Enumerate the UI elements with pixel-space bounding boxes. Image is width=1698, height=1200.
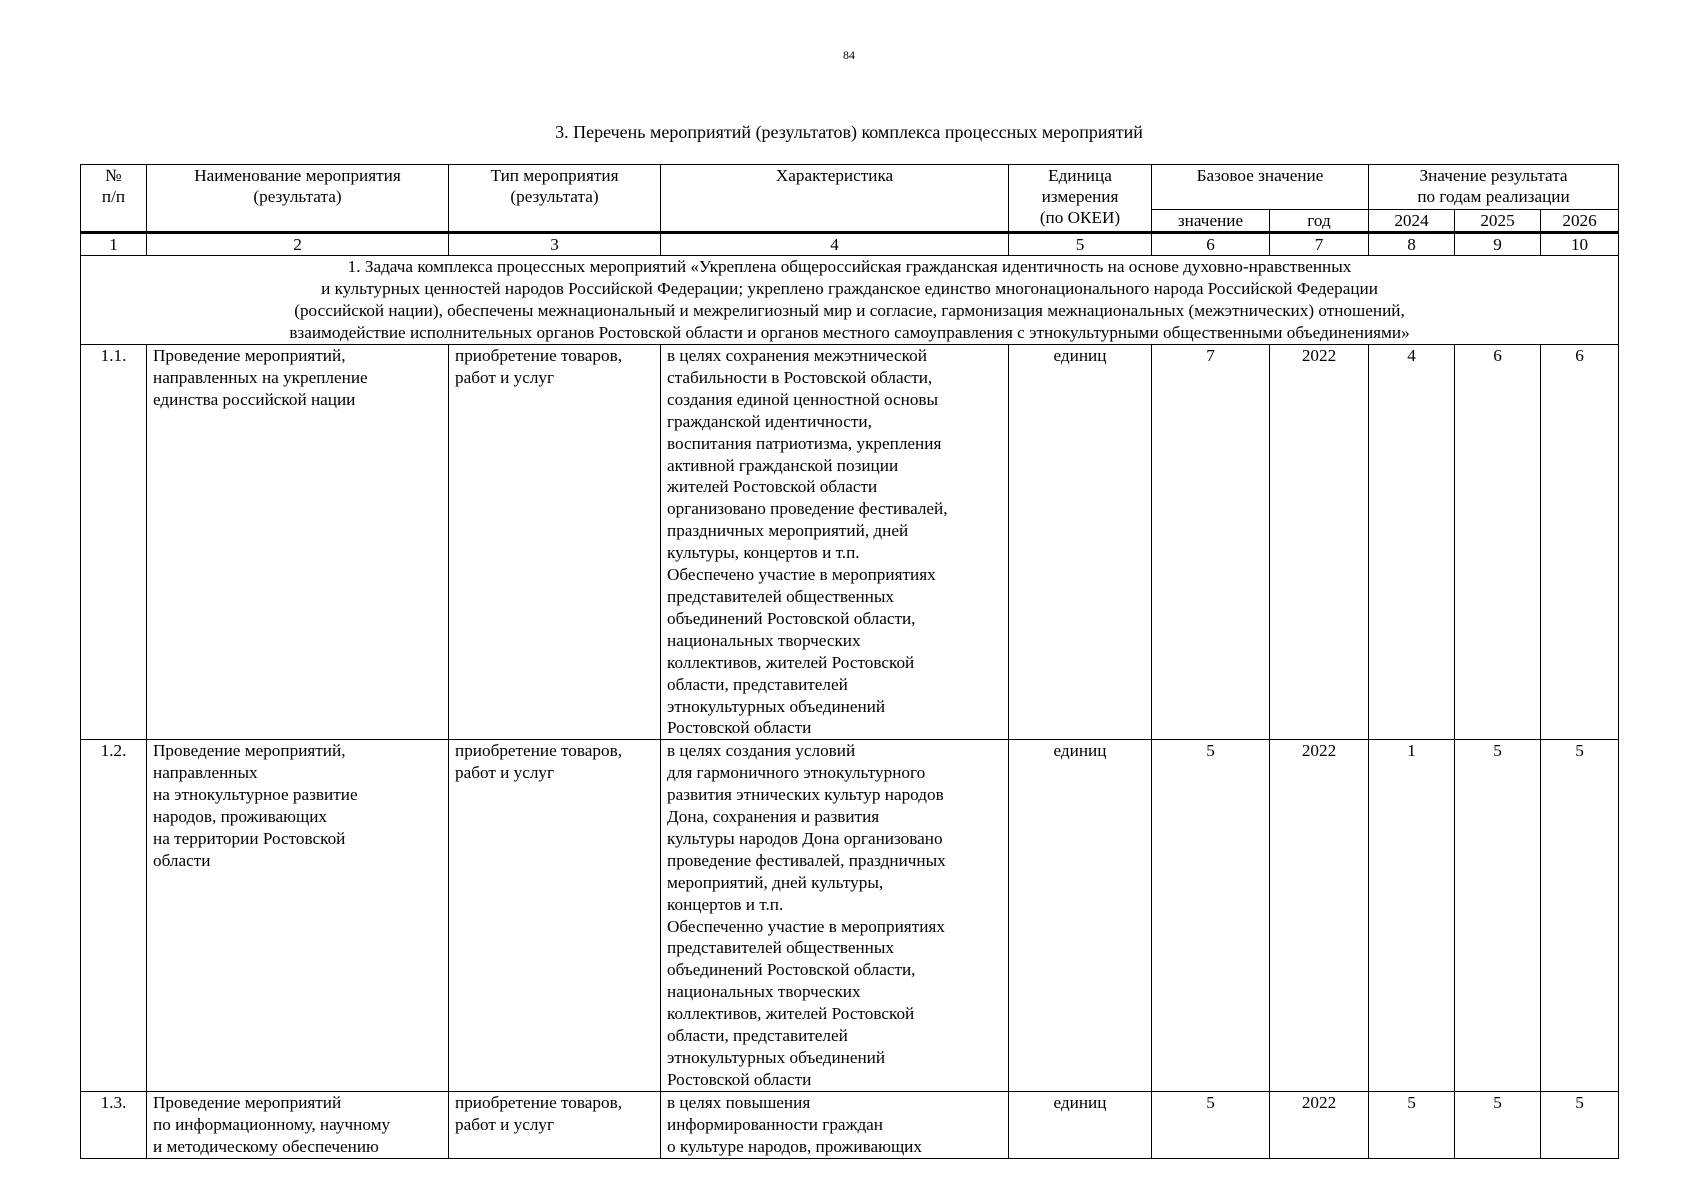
- row-value-2025: 5: [1455, 1091, 1541, 1158]
- row-value-2026: 6: [1541, 345, 1619, 740]
- header-name: Наименование мероприятия (результата): [147, 165, 449, 233]
- header-num: № п/п: [81, 165, 147, 233]
- row-characteristic: в целях повышения информированности граждан о культуре народов, проживающих: [661, 1091, 1009, 1158]
- header-year-2025: 2025: [1455, 210, 1541, 233]
- header-base-value-value: значение: [1152, 210, 1270, 233]
- row-unit: единиц: [1009, 740, 1152, 1092]
- row-number: 1.2.: [81, 740, 147, 1092]
- header-base-value-year: год: [1270, 210, 1369, 233]
- row-base-year: 2022: [1270, 1091, 1369, 1158]
- row-value-2025: 6: [1455, 345, 1541, 740]
- table-row: [81, 345, 1619, 740]
- header-base-value: Базовое значение: [1152, 165, 1369, 210]
- header-result-value: Значение результата по годам реализации: [1369, 165, 1619, 210]
- row-value-2025: 5: [1455, 740, 1541, 1092]
- row-type: приобретение товаров, работ и услуг: [449, 345, 661, 740]
- task-description: 1. Задача комплекса процессных мероприятий «Укреплена общероссийская гражданская идентичность на основе духовно-нравственных и культурных ценностей народов Российской Федерации; укреплено гражданское единство многонационального народа Российской Федерации (российской нации), обеспечены межнациональный и межрелигиозный мир и согласие, гармонизация межнациональных (межэтнических) отношений, взаимодействие исполнительных органов Ростовской области и органов местного самоуправления с этнокультурными общественными объединениями»: [81, 256, 1619, 345]
- row-value-2024: 1: [1369, 740, 1455, 1092]
- row-value-2024: 5: [1369, 1091, 1455, 1158]
- column-number: 3: [449, 233, 661, 256]
- row-name: Проведение мероприятий, направленных на этнокультурное развитие народов, проживающих на территории Ростовской области: [147, 740, 449, 1092]
- header-row-1: [81, 165, 1619, 210]
- row-name: Проведение мероприятий, направленных на укрепление единства российской нации: [147, 345, 449, 740]
- row-characteristic: в целях создания условий для гармоничного этнокультурного развития этнических культур народов Дона, сохранения и развития культуры народов Дона организовано проведение фестивалей, праздничных мероприятий, дней культуры, концертов и т.п. Обеспеченно участие в мероприятиях представителей общественных объединений Ростовской области, национальных творческих коллективов, жителей Ростовской области, представителей этнокультурных объединений Ростовской области: [661, 740, 1009, 1092]
- column-number: 6: [1152, 233, 1270, 256]
- row-value-2024: 4: [1369, 345, 1455, 740]
- row-characteristic: в целях сохранения межэтнической стабильности в Ростовской области, создания единой ценностной основы гражданской идентичности, воспитания патриотизма, укрепления активной гражданской позиции жителей Ростовской области организовано проведение фестивалей, праздничных мероприятий, дней культуры, концертов и т.п. Обеспечено участие в мероприятиях представителей общественных объединений Ростовской области, национальных творческих коллективов, жителей Ростовской области, представителей этнокультурных объединений Ростовской области: [661, 345, 1009, 740]
- row-name: Проведение мероприятий по информационному, научному и методическому обеспечению: [147, 1091, 449, 1158]
- row-base-value: 7: [1152, 345, 1270, 740]
- row-number: 1.3.: [81, 1091, 147, 1158]
- row-type: приобретение товаров, работ и услуг: [449, 740, 661, 1092]
- task-row: [81, 256, 1619, 345]
- column-number: 7: [1270, 233, 1369, 256]
- header-year-2024: 2024: [1369, 210, 1455, 233]
- column-number: 10: [1541, 233, 1619, 256]
- header-type: Тип мероприятия (результата): [449, 165, 661, 233]
- row-value-2026: 5: [1541, 740, 1619, 1092]
- row-base-value: 5: [1152, 1091, 1270, 1158]
- row-unit: единиц: [1009, 345, 1152, 740]
- column-number: 4: [661, 233, 1009, 256]
- measures-table: [80, 164, 1619, 1159]
- column-number: 9: [1455, 233, 1541, 256]
- row-base-year: 2022: [1270, 345, 1369, 740]
- row-value-2026: 5: [1541, 1091, 1619, 1158]
- table-row: [81, 740, 1619, 1092]
- column-number: 1: [81, 233, 147, 256]
- column-number: 5: [1009, 233, 1152, 256]
- column-number: 8: [1369, 233, 1455, 256]
- row-number: 1.1.: [81, 345, 147, 740]
- table-row: [81, 1091, 1619, 1158]
- row-type: приобретение товаров, работ и услуг: [449, 1091, 661, 1158]
- row-base-value: 5: [1152, 740, 1270, 1092]
- column-numbers-row: [81, 233, 1619, 256]
- column-number: 2: [147, 233, 449, 256]
- row-unit: единиц: [1009, 1091, 1152, 1158]
- section-title: 3. Перечень мероприятий (результатов) комплекса процессных мероприятий: [555, 122, 1143, 142]
- header-unit: Единица измерения (по ОКЕИ): [1009, 165, 1152, 233]
- header-characteristic: Характеристика: [661, 165, 1009, 233]
- header-year-2026: 2026: [1541, 210, 1619, 233]
- row-base-year: 2022: [1270, 740, 1369, 1092]
- page-number: 84: [843, 48, 855, 62]
